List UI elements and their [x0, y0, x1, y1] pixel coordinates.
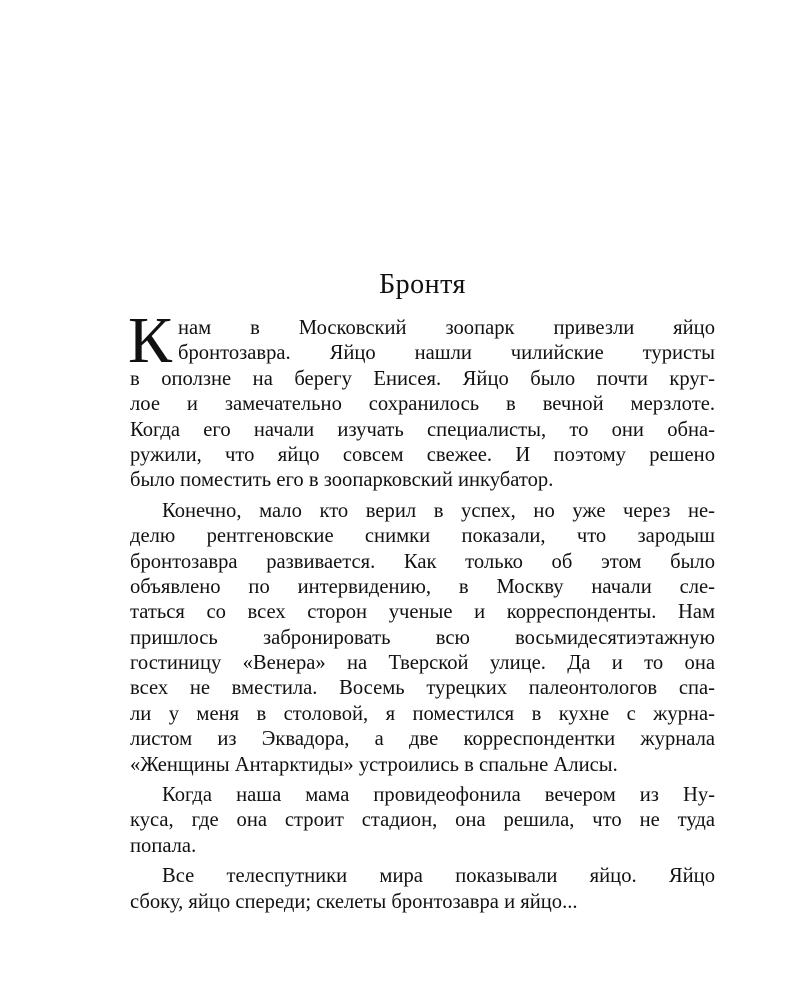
drop-cap-letter: К: [128, 304, 173, 377]
paragraph-2: [130, 499, 715, 778]
text-line: ли у меня в столовой, я поместился в кухне с журна-: [130, 702, 715, 725]
text-line: было поместить его в зоопарковский инкубатор.: [130, 469, 554, 492]
paragraph-3: [130, 783, 715, 859]
text-line: «Женщины Антарктиды» устроились в спальне Алисы.: [130, 753, 618, 776]
text-line: Когда его начали изучать специалисты, то они обна-: [130, 418, 715, 441]
text-line: делю рентгеновские снимки показали, что зародыш: [130, 525, 715, 548]
paragraph-1-cont: [130, 367, 715, 494]
text-line: Все телеспутники мира показывали яйцо. Яйцо: [162, 865, 715, 888]
text-line: лое и замечательно сохранилось в вечной мерзлоте.: [130, 393, 715, 416]
paragraph-4: [130, 864, 715, 915]
text-line: куса, где она строит стадион, она решила, что не туда: [130, 809, 715, 832]
text-line: бронтозавра. Яйцо нашли чилийские туристы: [178, 342, 715, 365]
text-line: таться со всех сторон ученые и корреспонденты. Нам: [130, 601, 715, 624]
text-line: в оползне на берегу Енисея. Яйцо было почти круг-: [130, 367, 715, 390]
text-line: ружили, что яйцо совсем свежее. И поэтому решено: [130, 443, 715, 466]
text-line: сбоку, яйцо спереди; скелеты бронтозавра и яйцо...: [130, 890, 578, 913]
text-line: гостиницу «Венера» на Тверской улице. Да и то она: [130, 652, 715, 675]
book-page: [130, 0, 715, 1000]
chapter-title: Бронтя: [379, 269, 466, 300]
paragraph-1: [128, 304, 715, 377]
text-line: листом из Эквадора, а две корреспондентки журнала: [130, 728, 715, 751]
text-line: объявлено по интервидению, в Москву начали сле-: [130, 575, 715, 598]
chapter-body: [128, 304, 715, 915]
text-line: Конечно, мало кто верил в успех, но уже через не-: [162, 499, 715, 522]
text-line: нам в Московский зоопарк привезли яйцо: [178, 317, 715, 339]
text-line: всех не вместила. Восемь турецких палеонтологов спа-: [130, 677, 715, 700]
text-line: попала.: [130, 834, 197, 857]
text-line: бронтозавра развивается. Как только об этом было: [130, 550, 715, 573]
text-line: Когда наша мама провидеофонила вечером из Ну-: [162, 784, 715, 807]
text-line: пришлось забронировать всю восьмидесятиэтажную: [130, 626, 715, 649]
